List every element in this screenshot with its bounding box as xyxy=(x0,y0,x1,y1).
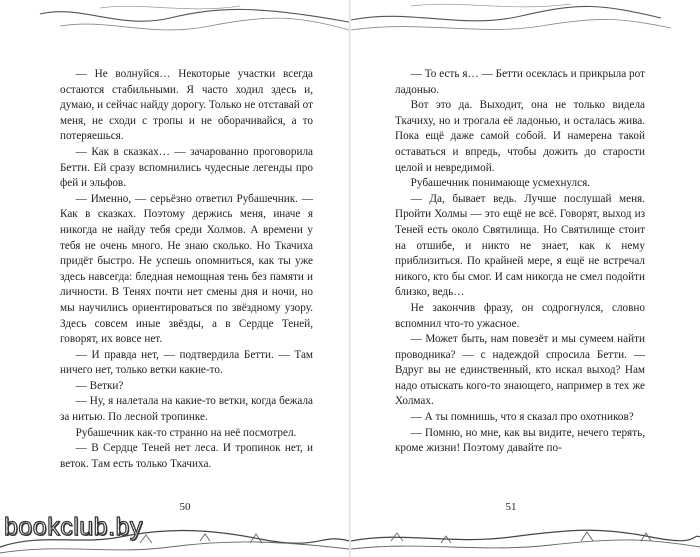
paragraph: — Ветки? xyxy=(75,379,124,392)
paragraph: Не закончив фразу, он содрогнулся, словно вспомнил что-то ужасное. xyxy=(395,301,645,330)
paragraph: Вот это да. Выходит, она не только видела Ткачиху, но и трогала её ладонью, и осталась жива. Пока ещё даже самой собой. И намерена такой оставаться и впредь, чтобы дожить до старости целой и невредимой. xyxy=(395,99,645,174)
paragraph: — Ну, я налетала на какие-то ветки, когда бежала за нитью. По лесной тропинке. xyxy=(60,395,313,424)
paragraph: — И правда нет, — подтвердила Бетти. — Там ничего нет, только ветки какие-то. xyxy=(60,348,313,377)
top-ornament-left xyxy=(0,0,349,60)
paragraph: — Помню, но мне, как вы видите, нечего терять, кроме жизни! Поэтому давайте по- xyxy=(395,426,645,455)
top-ornament-right xyxy=(351,0,700,60)
right-page-text xyxy=(395,67,645,457)
paragraph: Рубашечник понимающе усмехнулся. xyxy=(410,177,591,190)
paragraph: — Может быть, нам повезёт и мы сумеем найти проводника? — с надеждой спросила Бетти. — Вдруг вы не единственный, кто искал выход? Нам надо отыскать кого-то знающего, например в тех же Холмах. xyxy=(395,333,645,408)
site-watermark: bookclub.by xyxy=(4,513,143,541)
paragraph: — Да, бывает ведь. Лучше послушай меня. Пройти Холмы — это ещё не всё. Говорят, выход из Теней есть около Святилища. Но Святилище стоит на отшибе, и никто не знает, как к нему приблизиться. По крайней мере, я ещё не встречал никого, кто бы смог. И сам никогда не смел подойти близко, ведь… xyxy=(395,192,645,299)
paragraph: — В Сердце Теней нет леса. И тропинок нет, и веток. Там есть только Ткачиха. xyxy=(60,442,313,470)
bottom-ornament-right xyxy=(351,497,700,557)
left-page-text xyxy=(60,67,313,472)
paragraph: — А ты помнишь, что я сказал про охотников? xyxy=(410,411,634,424)
paragraph: Рубашечник как-то странно на неё посмотрел. xyxy=(75,426,297,439)
paragraph: — То есть я… — Бетти осеклась и прикрыла рот ладонью. xyxy=(395,68,645,96)
paragraph: — Как в сказках… — зачарованно проговорила Бетти. Ей сразу вспомнились чудесные легенды про фей и эльфов. xyxy=(60,145,313,190)
page-number: 50 xyxy=(179,501,191,513)
left-page xyxy=(0,0,349,557)
right-page xyxy=(351,0,700,557)
paragraph: — Не волнуйся… Некоторые участки всегда остаются стабильными. Я часто ходил здесь и, думаю, и сейчас найду дорогу. Только не отставай от меня, не сходи с тропы и не оборачивайся, а то потеряешься. xyxy=(60,68,313,143)
paragraph: — Именно, — серьёзно ответил Рубашечник. — Как в сказках. Поэтому держись меня, иначе я никогда не найду тебя среди Холмов. А времени у тебя не очень много. Не знаю сколько. Но Ткачиха придёт быстро. Не успешь опомниться, как ты уже здесь навсегда: бледная немощная тень без памяти и личности. В Тенях почти нет смены дня и ночи, но мы научились ориентироваться по звёздному узору. Здесь совсем иные звёзды, а в Сердце Теней, говорят, их вовсе нет. xyxy=(60,192,313,346)
page-number: 51 xyxy=(505,501,517,513)
